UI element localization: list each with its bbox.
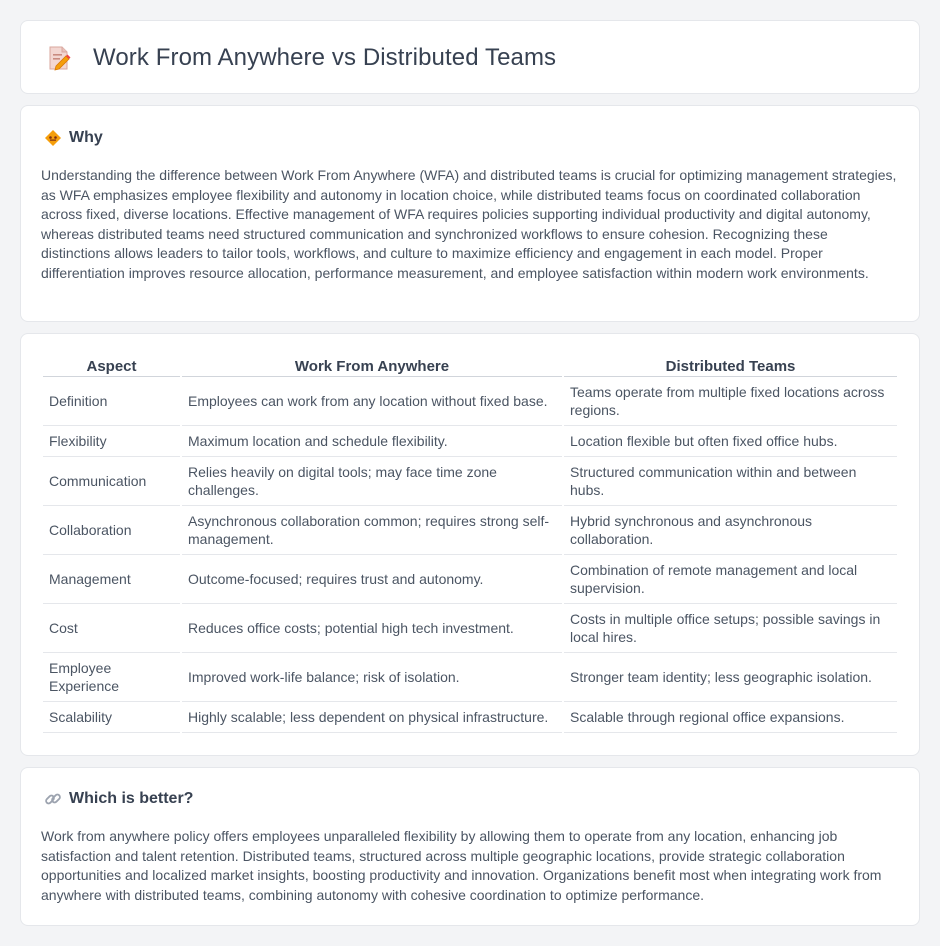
- link-icon: [43, 789, 63, 809]
- dt-cell: Teams operate from multiple fixed locations across regions.: [564, 377, 897, 426]
- diamond-warning-icon: [43, 128, 63, 148]
- comparison-table: [41, 353, 899, 733]
- document-pencil-icon: [45, 44, 73, 72]
- wfa-cell: Outcome-focused; requires trust and autonomy.: [182, 555, 562, 604]
- table-row: [43, 702, 897, 733]
- title-card: [20, 20, 920, 94]
- aspect-cell: Employee Experience: [43, 653, 180, 702]
- wfa-cell: Highly scalable; less dependent on physical infrastructure.: [182, 702, 562, 733]
- wfa-cell: Maximum location and schedule flexibility.: [182, 426, 562, 457]
- table-card: [20, 333, 920, 756]
- better-heading: Which is better?: [69, 790, 194, 807]
- aspect-cell: Management: [43, 555, 180, 604]
- page-title: Work From Anywhere vs Distributed Teams: [93, 44, 557, 71]
- wfa-cell: Improved work-life balance; risk of isolation.: [182, 653, 562, 702]
- better-card: [20, 767, 920, 926]
- dt-cell: Structured communication within and between hubs.: [564, 457, 897, 506]
- table-row: [43, 604, 897, 653]
- table-header-row: [43, 353, 897, 377]
- aspect-cell: Definition: [43, 377, 180, 426]
- aspect-cell: Collaboration: [43, 506, 180, 555]
- better-text: Work from anywhere policy offers employees unparalleled flexibility by allowing them to operate from any location, enhancing job satisfaction and talent retention. Distributed teams, structured across multiple geographic locations, provide strategic collaboration opportunities and localized market insights, boosting productivity and innovation. Organizations benefit most when integrating work from anywhere with distributed teams, combining autonomy with cohesive coordination to optimize performance.: [41, 828, 882, 903]
- why-card: [20, 105, 920, 322]
- table-row: [43, 506, 897, 555]
- wfa-cell: Relies heavily on digital tools; may face time zone challenges.: [182, 457, 562, 506]
- column-header-aspect: Aspect: [43, 353, 180, 377]
- wfa-cell: Asynchronous collaboration common; requires strong self-management.: [182, 506, 562, 555]
- dt-cell: Combination of remote management and local supervision.: [564, 555, 897, 604]
- table-row: [43, 457, 897, 506]
- title-row: [45, 44, 556, 72]
- wfa-cell: Reduces office costs; potential high tech investment.: [182, 604, 562, 653]
- table-row: [43, 555, 897, 604]
- table-row: [43, 377, 897, 426]
- column-header-dt: Distributed Teams: [564, 353, 897, 377]
- why-heading-row: [43, 128, 103, 148]
- aspect-cell: Communication: [43, 457, 180, 506]
- aspect-cell: Scalability: [43, 702, 180, 733]
- aspect-cell: Flexibility: [43, 426, 180, 457]
- better-heading-row: [43, 789, 193, 809]
- table-row: [43, 426, 897, 457]
- column-header-wfa: Work From Anywhere: [182, 353, 562, 377]
- aspect-cell: Cost: [43, 604, 180, 653]
- dt-cell: Stronger team identity; less geographic isolation.: [564, 653, 897, 702]
- table-row: [43, 653, 897, 702]
- dt-cell: Scalable through regional office expansions.: [564, 702, 897, 733]
- dt-cell: Hybrid synchronous and asynchronous collaboration.: [564, 506, 897, 555]
- why-text: Understanding the difference between Work From Anywhere (WFA) and distributed teams is crucial for optimizing management strategies, as WFA emphasizes employee flexibility and autonomy in location choice, while distributed teams focus on coordinated collaboration across fixed, diverse locations. Effective management of WFA requires policies supporting individual productivity and digital autonomy, whereas distributed teams need structured communication and synchronized workflows to ensure cohesion. Recognizing these distinctions allows leaders to tailor tools, workflows, and culture to maximize efficiency and engagement in each model. Proper differentiation improves resource allocation, performance measurement, and employee satisfaction within modern work environments.: [41, 167, 897, 281]
- wfa-cell: Employees can work from any location without fixed base.: [182, 377, 562, 426]
- dt-cell: Location flexible but often fixed office hubs.: [564, 426, 897, 457]
- why-heading: Why: [69, 129, 103, 146]
- dt-cell: Costs in multiple office setups; possible savings in local hires.: [564, 604, 897, 653]
